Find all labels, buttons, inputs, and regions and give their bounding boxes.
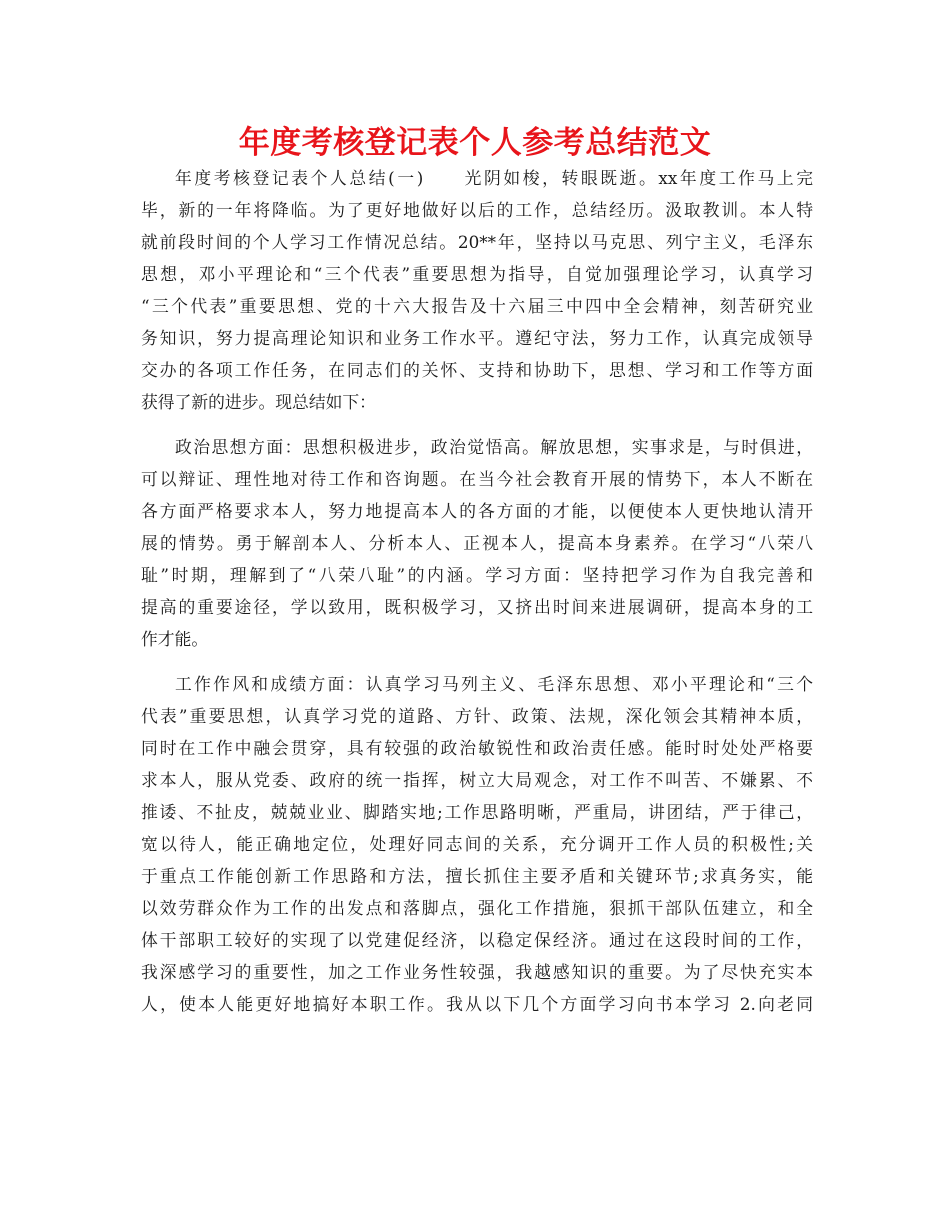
paragraph-line: 务知识，努力提高理论知识和业务工作水平。遵纪守法，努力工作，认真完成领导	[141, 328, 813, 348]
paragraph-line: 就前段时间的个人学习工作情况总结。20**年，坚持以马克思、列宁主义，毛泽东	[141, 232, 813, 252]
paragraph-work-style	[141, 668, 813, 1020]
paragraph-political-thought	[141, 431, 813, 655]
paragraph-line: 宽以待人，能正确地定位，处理好同志间的关系，充分调开工作人员的积极性;关	[141, 834, 813, 854]
paragraph-line: 思想，邓小平理论和“三个代表”重要思想为指导，自觉加强理论学习，认真学习	[141, 264, 813, 284]
paragraph-line: 作才能。	[141, 629, 209, 649]
paragraph-line: 耻”时期，理解到了“八荣八耻”的内涵。学习方面：坚持把学习作为自我完善和	[141, 565, 813, 585]
paragraph-line: 获得了新的进步。现总结如下：	[141, 392, 376, 412]
paragraph-line: 提高的重要途径，学以致用，既积极学习，又挤出时间来进展调研，提高本身的工	[141, 597, 813, 617]
paragraph-line: 代表”重要思想，认真学习党的道路、方针、政策、法规，深化领会其精神本质，	[141, 706, 813, 726]
paragraph-intro	[141, 162, 813, 418]
paragraph-line: 求本人，服从党委、政府的统一指挥，树立大局观念，对工作不叫苦、不嫌累、不	[141, 770, 813, 790]
paragraph-line: 体干部职工较好的实现了以党建促经济，以稳定保经济。通过在这段时间的工作，	[141, 930, 813, 950]
paragraph-line: 展的情势。勇于解剖本人、分析本人、正视本人，提高本身素养。在学习“八荣八	[141, 533, 813, 553]
paragraph-line: “三个代表”重要思想、党的十六大报告及十六届三中四中全会精神，刻苦研究业	[141, 296, 813, 316]
paragraph-line: 人，使本人能更好地搞好本职工作。我从以下几个方面学习向书本学习 2.向老同	[141, 994, 813, 1014]
paragraph-line: 年度考核登记表个人总结(一) 光阴如梭，转眼既逝。xx年度工作马上完	[175, 168, 813, 188]
document-body	[141, 162, 813, 1033]
paragraph-line: 交办的各项工作任务，在同志们的关怀、支持和协助下，思想、学习和工作等方面	[141, 360, 813, 380]
paragraph-line: 以效劳群众作为工作的出发点和落脚点，强化工作措施，狠抓干部队伍建立，和全	[141, 898, 813, 918]
paragraph-line: 可以辩证、理性地对待工作和咨询题。在当今社会教育开展的情势下，本人不断在	[141, 469, 813, 489]
paragraph-line: 于重点工作能创新工作思路和方法，擅长抓住主要矛盾和关键环节;求真务实，能	[141, 866, 813, 886]
paragraph-line: 我深感学习的重要性，加之工作业务性较强，我越感知识的重要。为了尽快充实本	[141, 962, 813, 982]
paragraph-line: 各方面严格要求本人，努力地提高本人的各方面的才能，以便使本人更快地认清开	[141, 501, 813, 521]
paragraph-line: 政治思想方面：思想积极进步，政治觉悟高。解放思想，实事求是，与时俱进，	[175, 437, 813, 457]
paragraph-line: 工作作风和成绩方面：认真学习马列主义、毛泽东思想、邓小平理论和“三个	[175, 674, 813, 694]
paragraph-line: 推诿、不扯皮，兢兢业业、脚踏实地;工作思路明晰，严重局，讲团结，严于律己，	[141, 802, 813, 822]
paragraph-line: 同时在工作中融会贯穿，具有较强的政治敏锐性和政治责任感。能时时处处严格要	[141, 738, 813, 758]
document-title: 年度考核登记表个人参考总结范文	[238, 125, 712, 161]
paragraph-line: 毕，新的一年将降临。为了更好地做好以后的工作，总结经历。汲取教训。本人特	[141, 200, 813, 220]
